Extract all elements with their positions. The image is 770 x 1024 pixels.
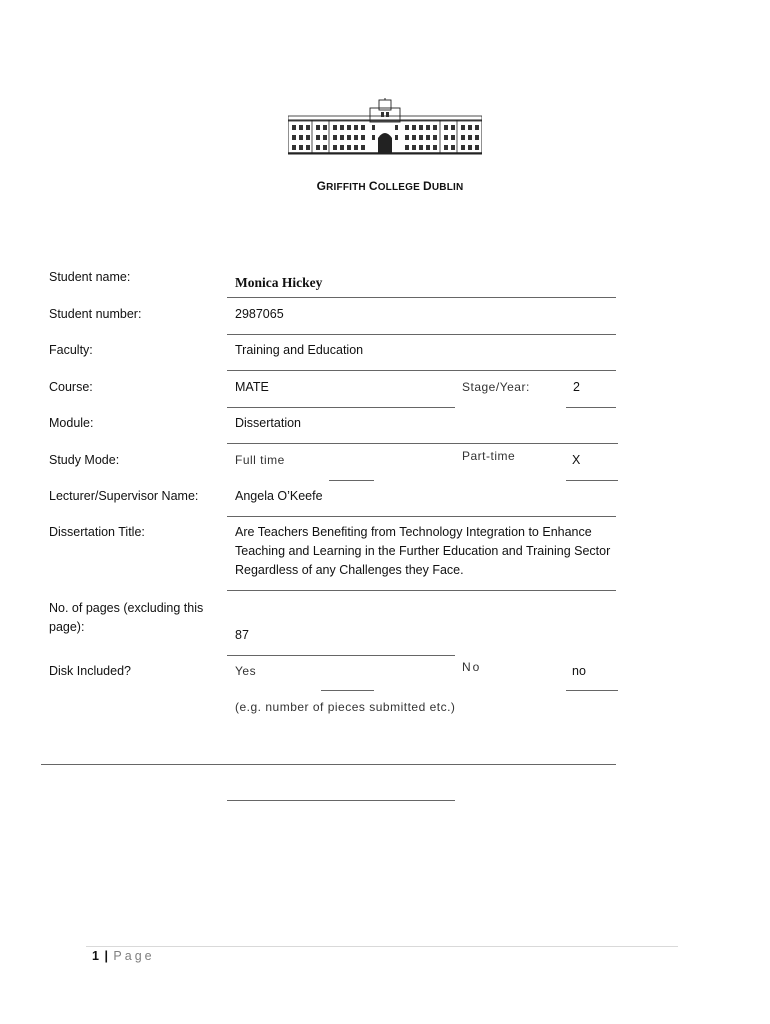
page-word: Page bbox=[113, 949, 155, 963]
college-building-logo bbox=[288, 98, 482, 156]
disk-yes-option: Yes bbox=[235, 664, 257, 678]
student-number-label: Student number: bbox=[49, 307, 142, 321]
stage-year-rule bbox=[566, 407, 616, 408]
footer-separator: | bbox=[104, 949, 109, 963]
faculty-value: Training and Education bbox=[235, 343, 364, 357]
module-value: Dissertation bbox=[235, 416, 301, 430]
stage-year-label: Stage/Year: bbox=[462, 380, 530, 394]
stage-year-value: 2 bbox=[573, 380, 580, 394]
student-name-value: Monica Hickey bbox=[235, 275, 323, 290]
course-value: MATE bbox=[235, 380, 269, 394]
student-name-rule bbox=[227, 297, 616, 298]
disk-yes-rule bbox=[321, 690, 374, 691]
lecturer-value: Angela O’Keefe bbox=[235, 489, 323, 503]
faculty-rule bbox=[227, 370, 616, 371]
faculty-label: Faculty: bbox=[49, 343, 93, 357]
dissertation-title-label: Dissertation Title: bbox=[49, 525, 145, 539]
part-time-option: Part-time bbox=[462, 449, 516, 463]
module-rule bbox=[227, 443, 618, 444]
student-name-label: Student name: bbox=[49, 270, 131, 284]
pages-value: 87 bbox=[235, 628, 249, 642]
study-mode-label: Study Mode: bbox=[49, 453, 120, 467]
full-time-option: Full time bbox=[235, 453, 285, 467]
part-time-rule bbox=[566, 480, 618, 481]
student-number-rule bbox=[227, 334, 616, 335]
page-number: 1 bbox=[92, 949, 100, 963]
disk-label: Disk Included? bbox=[49, 664, 131, 678]
full-time-rule bbox=[329, 480, 374, 481]
lecturer-label: Lecturer/Supervisor Name: bbox=[49, 489, 199, 503]
college-name: GRIFFITH COLLEGE DUBLIN bbox=[316, 179, 464, 193]
disk-no-option: No bbox=[462, 660, 482, 674]
dissertation-title-value: Are Teachers Benefiting from Technology Integration to Enhance Teaching and Learning in the Further Education and Training Sector Regardless of any Challenges they Face. bbox=[235, 525, 611, 577]
course-rule bbox=[227, 407, 455, 408]
disk-value: no bbox=[572, 664, 586, 678]
pages-label: No. of pages (excluding this page): bbox=[49, 601, 204, 634]
signature-rule bbox=[41, 764, 616, 765]
module-label: Module: bbox=[49, 416, 94, 430]
submission-note: (e.g. number of pieces submitted etc.) bbox=[235, 700, 456, 714]
page-footer bbox=[92, 949, 155, 963]
dissertation-title-rule bbox=[227, 590, 616, 591]
lecturer-rule bbox=[227, 516, 616, 517]
pages-rule bbox=[227, 655, 455, 656]
student-number-value: 2987065 bbox=[235, 307, 284, 321]
disk-no-rule bbox=[566, 690, 618, 691]
part-time-mark: X bbox=[572, 453, 581, 467]
footer-rule bbox=[86, 946, 678, 947]
course-label: Course: bbox=[49, 380, 93, 394]
date-rule bbox=[227, 800, 455, 801]
